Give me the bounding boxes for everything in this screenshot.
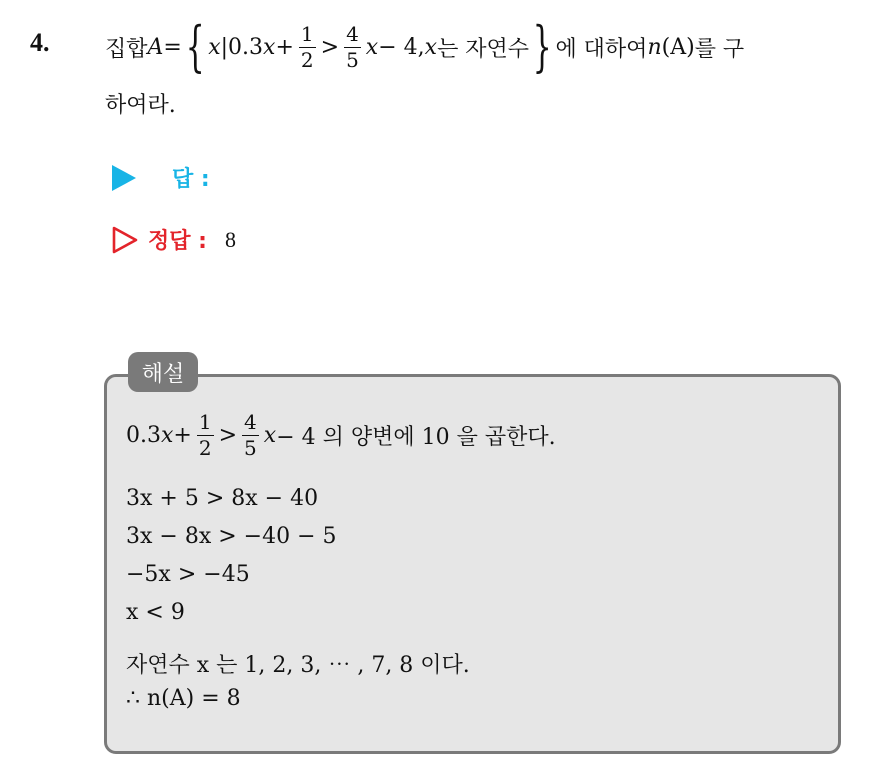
plus: + <box>275 34 294 60</box>
var: x <box>263 423 277 448</box>
fraction-four-fifths <box>242 412 259 459</box>
text: 를 구 <box>694 36 745 62</box>
gt: > <box>218 423 238 448</box>
denominator: 2 <box>300 47 314 72</box>
numerator: 1 <box>198 410 212 434</box>
var: x <box>263 34 276 60</box>
gt: > <box>320 34 340 60</box>
correct-answer-value: 8 <box>224 226 236 252</box>
correct-answer-row <box>112 224 236 255</box>
correct-answer-label: 정답 : <box>148 229 207 254</box>
numerator: 4 <box>244 410 257 434</box>
problem-statement-line2: 하여라. <box>105 93 176 118</box>
var: x <box>424 34 438 60</box>
solution-line <box>126 412 556 459</box>
equals: = <box>163 34 182 60</box>
denominator: 5 <box>244 436 257 460</box>
text: 0.3 <box>126 423 161 448</box>
plus: + <box>173 423 192 448</box>
solution-line: −5x > −45 <box>126 562 250 587</box>
solution-tag: 해설 <box>128 352 198 392</box>
outline-triangle-icon <box>112 226 138 254</box>
play-triangle-icon <box>112 165 136 191</box>
text: − 4 의 양변에 10 을 곱한다. <box>276 425 556 450</box>
numerator: 4 <box>346 21 359 46</box>
numerator: 1 <box>300 21 314 46</box>
solution-line: 자연수 x 는 1, 2, 3, ⋯ , 7, 8 이다. <box>126 653 470 678</box>
text: 에 대하여 <box>555 36 648 62</box>
problem-number: 4. <box>30 28 50 57</box>
var: x <box>208 34 221 60</box>
open-brace: { <box>185 15 205 78</box>
var: x <box>161 423 174 448</box>
solution-line: 3x − 8x > −40 − 5 <box>126 524 337 549</box>
solution-line: 3x + 5 > 8x − 40 <box>126 486 319 511</box>
denominator: 5 <box>346 47 359 72</box>
problem-statement-line1 <box>105 16 744 78</box>
text: |0.3 <box>220 34 264 60</box>
solution-line: ∴ n(A) = 8 <box>126 686 241 711</box>
fraction-one-half <box>299 21 316 72</box>
var: x <box>365 34 379 60</box>
fraction-four-fifths <box>344 21 361 72</box>
text: (A) <box>661 34 695 60</box>
solution-line: x < 9 <box>126 600 185 625</box>
n-function: n <box>647 34 662 60</box>
answer-row <box>112 162 210 193</box>
text: 는 자연수 <box>437 36 530 62</box>
set-name: A <box>147 34 164 60</box>
close-brace: } <box>532 15 552 78</box>
answer-label: 답 : <box>172 167 210 192</box>
denominator: 2 <box>198 436 212 460</box>
text: 집합 <box>105 36 148 62</box>
text: − 4, <box>378 34 425 60</box>
fraction-one-half <box>197 412 214 459</box>
